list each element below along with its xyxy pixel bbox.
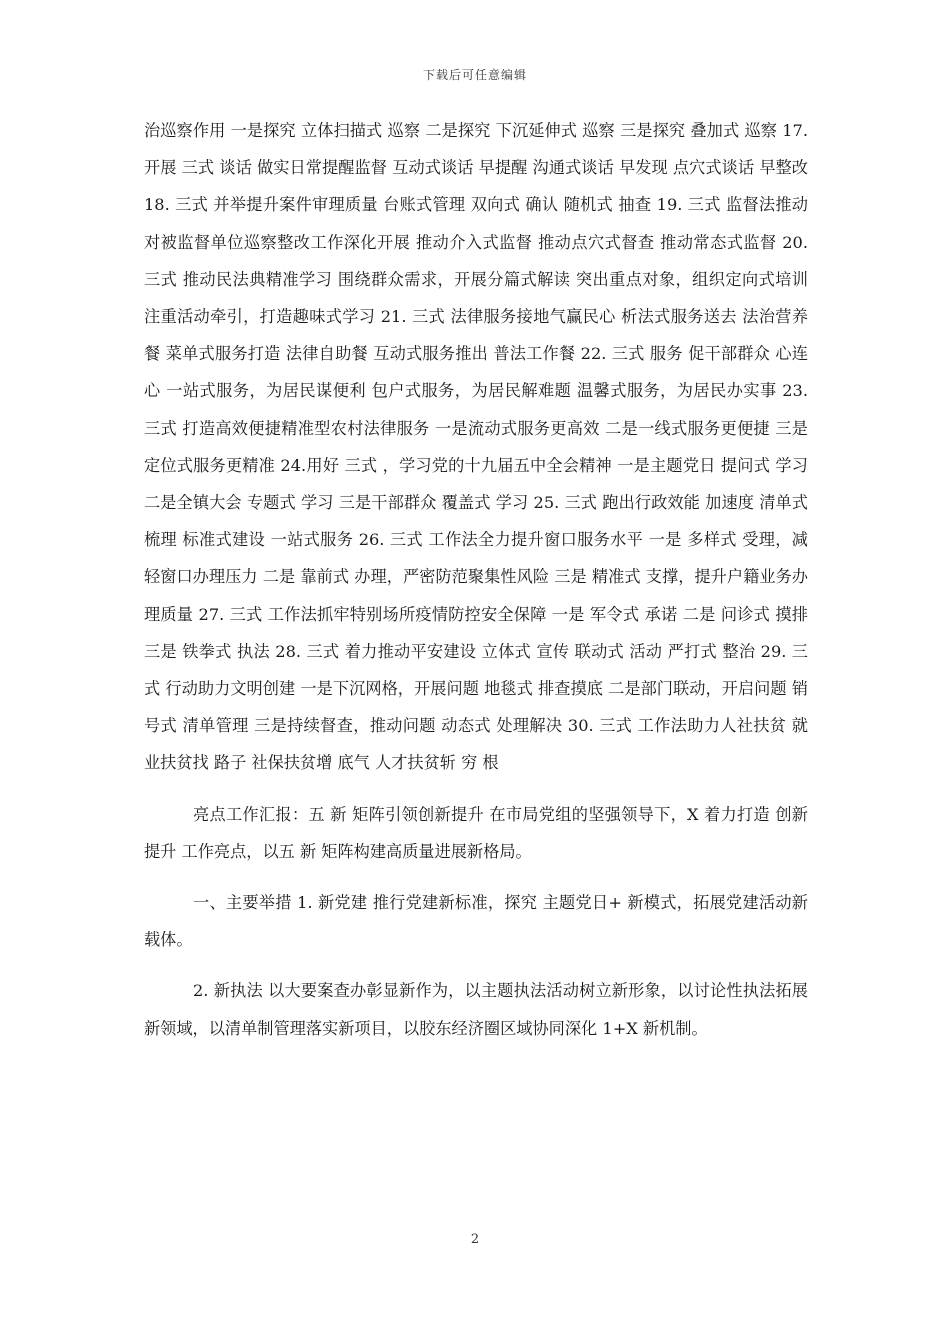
- paragraph-new-enforcement: 2. 新执法 以大要案查办彰显新作为，以主题执法活动树立新形象，以讨论性执法拓展新领域，以清单制管理落实新项目，以胶东经济圈区域协同深化 1+X 新机制。: [144, 981, 808, 1038]
- document-body: [144, 112, 808, 1047]
- paragraph-highlight-report: 亮点工作汇报：五 新 矩阵引领创新提升 在市局党组的坚强领导下，X 着力打造 创新提升 工作亮点，以五 新 矩阵构建高质量进展新格局。: [144, 804, 808, 861]
- page-number: 2: [470, 1232, 480, 1247]
- page-header: 下载后可任意编辑: [422, 68, 527, 82]
- paragraph-main-measures: 一、主要举措 1. 新党建 推行党建新标准，探究 主题党日+ 新模式，拓展党建活动新载体。: [144, 893, 808, 950]
- paragraph-list-items: 治巡察作用 一是探究 立体扫描式 巡察 二是探究 下沉延伸式 巡察 三是探究 叠加式 巡察 17.开展 三式 谈话 做实日常提醒监督 互动式谈话 早提醒 沟通式谈话 早发现 点穴式谈话 早整改 18. 三式 并举提升案件审理质量 台账式管理 双向式 确认 随机式 抽查 19. 三式 监督法推动对被监督单位巡察整改工作深化开展 推动介入式监督 推动点穴式督查 推动常态式监督 20. 三式 推动民法典精准学习 围绕群众需求，开展分篇式解读 突出重点对象，组织定向式培训 注重活动牵引，打造趣味式学习 21. 三式 法律服务接地气赢民心 析法式服务送去 法治营养餐 菜单式服务打造 法律自助餐 互动式服务推出 普法工作餐 22. 三式 服务 促干部群众 心连心 一站式服务，为居民谋便利 包户式服务，为居民解难题 温馨式服务，为居民办实事 23. 三式 打造高效便捷精准型农村法律服务 一是流动式服务更高效 二是一线式服务更便捷 三是定位式服务更精准 24.用好 三式 ，学习党的十九届五中全会精神 一是主题党日 提问式 学习 二是全镇大会 专题式 学习 三是干部群众 覆盖式 学习 25. 三式 跑出行政效能 加速度 清单式梳理 标准式建设 一站式服务 26. 三式 工作法全力提升窗口服务水平 一是 多样式 受理，减轻窗口办理压力 二是 靠前式 办理，严密防范聚集性风险 三是 精准式 支撑，提升户籍业务办理质量 27. 三式 工作法抓牢特别场所疫情防控安全保障 一是 军令式 承诺 二是 问诊式 摸排 三是 铁拳式 执法 28. 三式 着力推动平安建设 立体式 宣传 联动式 活动 严打式 整治 29. 三式 行动助力文明创建 一是下沉网格，开展问题 地毯式 排查摸底 二是部门联动，开启问题 销号式 清单管理 三是持续督查，推动问题 动态式 处理解决 30. 三式 工作法助力人社扶贫 就业扶贫找 路子 社保扶贫增 底气 人才扶贫斩 穷 根: [144, 121, 808, 773]
